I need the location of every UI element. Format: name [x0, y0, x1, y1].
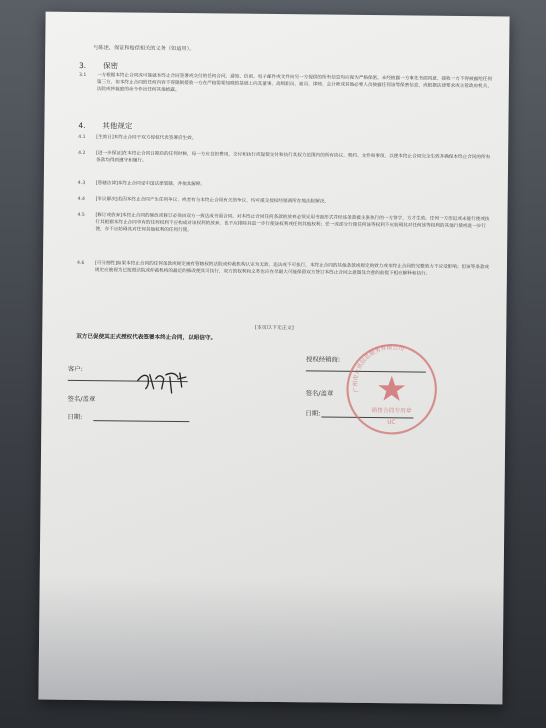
contract-page — [38, 12, 509, 705]
section-4-number: 4. — [78, 120, 86, 131]
clause-text: [可分割性]如果本终止合同的任何条款或规定被有管辖权的法院或仲裁机构认定为无效、违法或不可执行，本终止合同的其他条款或规定的效力或本终止合同的完整效力不应受影响；但该等条款或规定应被视为已按照法院或仲裁机构的最近的修改使其可执行，双方的权利和义务也应在尽最大可能保留双方签订本终止合同之意图及合意的前提下相应解释和执行。 — [94, 261, 490, 277]
seal-code-text: UC — [387, 419, 396, 426]
section-3-title: 保密 — [103, 61, 119, 71]
right-date-label: 日期: — [305, 409, 321, 418]
dealer-label: 授权经销商: — [305, 355, 341, 364]
section-3-number: 3. — [79, 60, 87, 71]
section-4-heading — [78, 120, 132, 132]
page-end-note: [本页以下无正文] — [254, 324, 294, 332]
clause-text: [争议解决]若因本终止合同产生任何争议，或者有与本终止合同有关的争议，均可提交授权经销商所在地法院解决。 — [95, 197, 329, 205]
clause-number: 4.1 — [78, 134, 86, 141]
clause-4-4 — [78, 196, 492, 208]
company-seal — [343, 341, 440, 438]
clause-text: [进一步保证]在本终止合同日期后的任何时候，每一方应自担费用，交付和执行或促使交付和执行其权力范围内的所有协议、契约、文件和事项，以使本终止合同完全生效并确保本终止合同的所有条款均得到遵守和履行。 — [96, 151, 491, 164]
customer-label: 客户: — [67, 364, 83, 373]
clause-4-1 — [78, 134, 492, 146]
clause-4-2 — [78, 150, 492, 169]
clause-text: [生效日]本终止合同于双方授权代表签署后生效。 — [96, 135, 197, 142]
clause-3-1 — [79, 72, 493, 98]
clause-text: [修订或放弃]本终止合同的修改或修订必须由双方一致达成书面合同。对本终止合同任何条款的放弃必须采用书面形式并经该条款被主张执行的一方签字，方才生效。任何一方形迟或未能行使或执行其根据本终止合同享有的任何权利不应构成对该权利的放弃，也不应排除其进一步行使该权利或任何其他权利；任一或部分行使任何该等权利不应妨碍其对任何该等权利的其他行使或进一步行使，亦不应妨碍其对任何其他权利的任何行使。 — [95, 213, 490, 234]
seal-outer-text: 广州市友讯信息服务有限公司 — [353, 344, 405, 393]
carryover-text: 与陈述、保证和赔偿相关的义务（如适用）。 — [93, 45, 195, 53]
clause-text: [管辖法律]本终止合同受中国法律管辖，并依其解释。 — [95, 181, 206, 188]
clause-4-6 — [77, 260, 491, 279]
seal-inner-text: 销售合同专用章 — [371, 408, 412, 415]
clause-number: 4.5 — [77, 212, 85, 219]
clause-number: 3.1 — [78, 72, 87, 79]
left-date-line — [93, 420, 189, 422]
section-4-title: 其他规定 — [102, 121, 133, 131]
clause-4-3 — [78, 180, 492, 192]
clause-number: 4.6 — [76, 260, 85, 267]
clause-number: 4.2 — [78, 150, 86, 157]
seal-star-icon — [378, 376, 405, 401]
clause-number: 4.4 — [77, 196, 85, 203]
handwritten-signature — [134, 367, 190, 396]
left-signature-label: 签名/盖章 — [67, 394, 96, 404]
lighting-glare — [38, 572, 503, 705]
clause-text: 一方根据本终止合同或可能就本终止合同签署或交付的任何合同、通知、信函、电子邮件或文件向另一方提供的所有信息均应视为严格保密。未经披露一方事先书面同意，接收一方不得披露给任何第三方，但本终止合同的任何内容不得限制接收一方在严格需要知晓的基础上向其董事、高级职员、雇员、律师、会计师或其他必要人员披露任何该等保密信息，或根据法律要求或主管政府机关、法院或仲裁庭的命令作出任何其他披露。 — [96, 73, 493, 94]
left-date-label: 日期: — [67, 412, 83, 421]
right-signature-label: 签名/盖章 — [305, 389, 334, 398]
section-3-heading — [79, 60, 118, 71]
clause-4-5 — [77, 212, 491, 238]
clause-number: 4.3 — [77, 180, 86, 187]
witness-statement: 双方已促使其正式授权代表签署本终止合同，以昭信守。 — [76, 333, 217, 342]
